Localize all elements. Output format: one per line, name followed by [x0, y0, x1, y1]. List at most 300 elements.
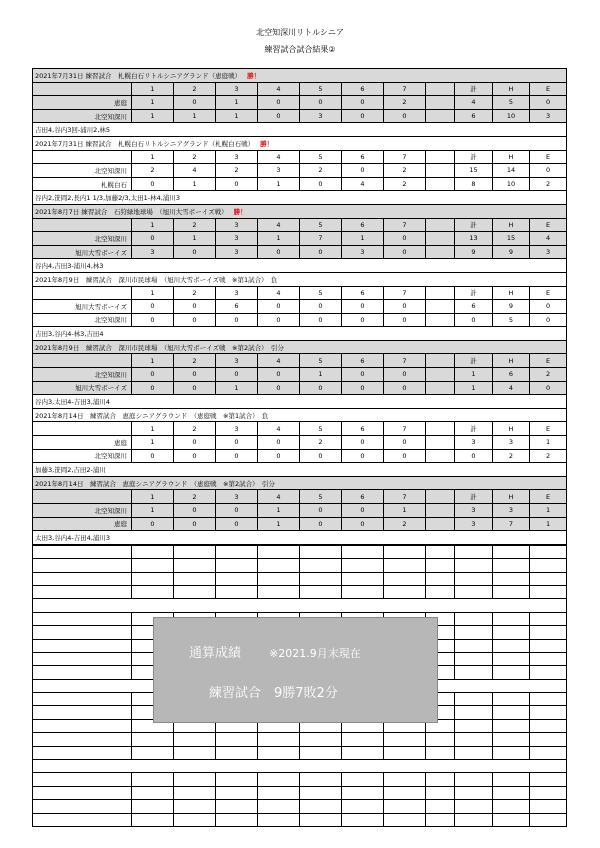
inning-score: 0: [174, 381, 216, 395]
blank-cell: [493, 585, 530, 598]
column-header: 7: [384, 218, 426, 232]
column-header: 4: [258, 422, 300, 436]
blank-cell: [33, 746, 132, 759]
summary-label: 通算成績: [189, 646, 242, 661]
blank-cell: [384, 800, 426, 813]
column-header: 2: [174, 422, 216, 436]
inning-score: 1: [384, 504, 426, 518]
column-header: H: [493, 218, 530, 232]
blank-cell: [216, 746, 258, 759]
column-header: 計: [455, 490, 493, 504]
inning-score: 0: [300, 177, 342, 191]
inning-score: 0: [258, 245, 300, 259]
column-header: [33, 286, 132, 300]
blank-cell: [493, 813, 530, 826]
blank-cell: [33, 706, 132, 719]
blank-cell: [300, 559, 342, 572]
inning-score: 0: [342, 313, 384, 327]
inning-score: 0: [384, 313, 426, 327]
inning-score: 0: [258, 109, 300, 123]
inning-score: 0: [258, 96, 300, 110]
blank-row: [33, 786, 567, 799]
blank-cell: [216, 813, 258, 826]
blank-cell: [455, 545, 493, 558]
blank-cell: [33, 585, 132, 598]
inning-score: 0: [342, 517, 384, 531]
errors: 1: [530, 517, 567, 531]
blank-row: [33, 572, 567, 585]
hits: 3: [493, 504, 530, 518]
inning-score: 0: [216, 436, 258, 450]
inning-score: 0: [300, 381, 342, 395]
inning-score: 0: [132, 300, 174, 314]
inning-score: 0: [216, 517, 258, 531]
column-header: 3: [216, 82, 258, 96]
blank-cell: [132, 800, 174, 813]
spacer-cell: [426, 245, 455, 259]
blank-cell: [384, 572, 426, 585]
column-header: 6: [342, 354, 384, 368]
column-header: H: [493, 354, 530, 368]
blank-cell: [426, 800, 455, 813]
inning-score: 0: [300, 449, 342, 463]
results-table: [32, 68, 567, 545]
pitcher-notes-row: [33, 395, 567, 409]
inning-header-row: [33, 422, 567, 436]
errors: 4: [530, 232, 567, 246]
blank-cell: [33, 760, 567, 773]
column-header: [33, 82, 132, 96]
column-header: H: [493, 286, 530, 300]
blank-cell: [258, 545, 300, 558]
blank-cell: [455, 572, 493, 585]
column-header: 4: [258, 490, 300, 504]
inning-score: 3: [216, 232, 258, 246]
total-runs: 0: [455, 313, 493, 327]
total-runs: 13: [455, 232, 493, 246]
team-row: [33, 245, 567, 259]
blank-cell: [33, 693, 132, 706]
inning-score: 3: [132, 245, 174, 259]
blank-cell: [258, 746, 300, 759]
game-header: [33, 408, 567, 422]
blank-cell: [493, 800, 530, 813]
inning-score: 0: [216, 177, 258, 191]
inning-score: 0: [174, 300, 216, 314]
inning-score: 0: [132, 517, 174, 531]
inning-score: 1: [342, 232, 384, 246]
inning-score: 0: [342, 109, 384, 123]
errors: 2: [530, 177, 567, 191]
inning-score: 2: [384, 517, 426, 531]
total-runs: 8: [455, 177, 493, 191]
inning-score: 1: [132, 109, 174, 123]
blank-cell: [493, 733, 530, 746]
game-header: [33, 272, 567, 286]
blank-cell: [530, 612, 567, 625]
total-runs: 6: [455, 109, 493, 123]
game-title: 2021年8月14日 練習試合 恵庭シニアグラウンド （恵庭戦 ※第1試合） 負: [35, 411, 269, 420]
game-title: 2021年7月31日 練習試合 札幌白石リトルシニアグランド（恵庭戦）: [35, 71, 242, 80]
blank-cell: [132, 733, 174, 746]
inning-score: 0: [342, 300, 384, 314]
inning-score: 0: [342, 504, 384, 518]
blank-cell: [455, 746, 493, 759]
blank-cell: [132, 813, 174, 826]
blank-cell: [174, 733, 216, 746]
blank-cell: [300, 545, 342, 558]
inning-score: 0: [342, 164, 384, 178]
inning-score: 0: [384, 368, 426, 382]
blank-cell: [530, 706, 567, 719]
inning-score: 0: [216, 449, 258, 463]
game-result: 勝！: [233, 207, 247, 216]
total-runs: 3: [455, 517, 493, 531]
inning-score: 0: [216, 504, 258, 518]
column-header: 1: [132, 286, 174, 300]
team-name: 北空知深川: [33, 109, 132, 123]
inning-score: 2: [384, 164, 426, 178]
team-name: 北空知深川: [33, 368, 132, 382]
inning-score: 3: [300, 109, 342, 123]
blank-cell: [493, 719, 530, 732]
spacer-cell: [426, 449, 455, 463]
blank-cell: [426, 786, 455, 799]
document-title: 北空知深川リトルシニア: [256, 28, 344, 37]
blank-cell: [342, 545, 384, 558]
column-header: 2: [174, 218, 216, 232]
column-header: 4: [258, 82, 300, 96]
game-header-row: [33, 272, 567, 286]
blank-cell: [342, 813, 384, 826]
blank-cell: [530, 559, 567, 572]
blank-cell: [384, 773, 426, 786]
inning-score: 0: [384, 381, 426, 395]
spacer-cell: [426, 504, 455, 518]
blank-cell: [258, 786, 300, 799]
errors: 3: [530, 245, 567, 259]
errors: 2: [530, 449, 567, 463]
blank-row: [33, 813, 567, 826]
blank-cell: [426, 746, 455, 759]
team-row: [33, 109, 567, 123]
column-header: 3: [216, 422, 258, 436]
column-header: 5: [300, 354, 342, 368]
inning-score: 1: [132, 96, 174, 110]
blank-cell: [493, 559, 530, 572]
blank-cell: [33, 599, 567, 612]
team-name: 恵庭: [33, 517, 132, 531]
inning-score: 2: [300, 436, 342, 450]
blank-cell: [33, 652, 132, 665]
column-header: E: [530, 82, 567, 96]
column-header: 1: [132, 422, 174, 436]
column-header: 7: [384, 150, 426, 164]
blank-cell: [455, 786, 493, 799]
total-runs: 1: [455, 381, 493, 395]
team-name: 旭川大雪ボーイズ: [33, 300, 132, 314]
game-header-row: [33, 69, 567, 83]
inning-score: 0: [342, 96, 384, 110]
blank-cell: [300, 733, 342, 746]
total-runs: 3: [455, 504, 493, 518]
inning-score: 0: [342, 381, 384, 395]
blank-cell: [216, 773, 258, 786]
hits: 6: [493, 368, 530, 382]
inning-score: 0: [384, 300, 426, 314]
column-header: 2: [174, 286, 216, 300]
column-header: 2: [174, 82, 216, 96]
errors: 0: [530, 381, 567, 395]
blank-cell: [426, 585, 455, 598]
game-header: [33, 476, 567, 490]
column-header: 2: [174, 490, 216, 504]
blank-row: [33, 733, 567, 746]
blank-cell: [300, 800, 342, 813]
blank-cell: [384, 813, 426, 826]
spacer-cell: [426, 300, 455, 314]
game-title: 2021年8月9日 練習試合 深川市民球場 （旭川大雪ボーイズ戦 ※第2試合） 引分: [35, 343, 284, 352]
errors: 0: [530, 96, 567, 110]
column-header: 2: [174, 150, 216, 164]
blank-cell: [174, 800, 216, 813]
inning-score: 1: [258, 504, 300, 518]
inning-score: 1: [258, 232, 300, 246]
column-header: 5: [300, 286, 342, 300]
pitcher-notes: 谷内2,笹岡2,長内1 1/3,加藤2/3,太田1-林4,浦川3: [33, 191, 567, 205]
inning-header-row: [33, 82, 567, 96]
game-title: 2021年8月14日 練習試合 恵庭シニアグラウンド （恵庭戦 ※第2試合） 引分: [35, 479, 275, 488]
inning-score: 0: [300, 313, 342, 327]
blank-cell: [455, 733, 493, 746]
inning-score: 0: [384, 109, 426, 123]
total-runs: 3: [455, 436, 493, 450]
inning-score: 0: [174, 517, 216, 531]
game-result: 勝！: [247, 71, 261, 80]
hits: 2: [493, 449, 530, 463]
blank-cell: [342, 773, 384, 786]
column-header: 3: [216, 150, 258, 164]
blank-row: [33, 800, 567, 813]
inning-header-row: [33, 354, 567, 368]
column-header: 計: [455, 354, 493, 368]
inning-score: 2: [216, 164, 258, 178]
team-name: 恵庭: [33, 96, 132, 110]
blank-cell: [455, 559, 493, 572]
hits: 7: [493, 517, 530, 531]
inning-score: 1: [216, 381, 258, 395]
blank-cell: [342, 572, 384, 585]
game-header-row: [33, 204, 567, 218]
blank-cell: [174, 572, 216, 585]
column-header: [426, 354, 455, 368]
blank-cell: [132, 786, 174, 799]
column-header: H: [493, 150, 530, 164]
blank-cell: [530, 786, 567, 799]
blank-cell: [216, 559, 258, 572]
blank-row: [33, 773, 567, 786]
document-subtitle: 練習試合試合結果②: [264, 45, 336, 54]
blank-cell: [216, 733, 258, 746]
blank-cell: [258, 773, 300, 786]
hits: 15: [493, 232, 530, 246]
blank-cell: [33, 666, 132, 679]
inning-score: 1: [216, 96, 258, 110]
pitcher-notes-row: [33, 259, 567, 273]
column-header: 7: [384, 490, 426, 504]
column-header: 1: [132, 150, 174, 164]
game-header-row: [33, 476, 567, 490]
inning-score: 0: [216, 313, 258, 327]
inning-score: 0: [258, 381, 300, 395]
column-header: 2: [174, 354, 216, 368]
inning-score: 0: [384, 449, 426, 463]
column-header: 4: [258, 286, 300, 300]
inning-score: 1: [300, 368, 342, 382]
blank-cell: [530, 773, 567, 786]
team-row: [33, 517, 567, 531]
column-header: H: [493, 490, 530, 504]
hits: 14: [493, 164, 530, 178]
column-header: 計: [455, 82, 493, 96]
inning-header-row: [33, 218, 567, 232]
blank-cell: [33, 612, 132, 625]
spacer-cell: [426, 381, 455, 395]
team-row: [33, 232, 567, 246]
hits: 9: [493, 300, 530, 314]
column-header: 6: [342, 150, 384, 164]
game-header: [33, 204, 567, 218]
inning-score: 0: [258, 449, 300, 463]
errors: 2: [530, 368, 567, 382]
inning-score: 3: [258, 164, 300, 178]
blank-cell: [384, 585, 426, 598]
blank-cell: [258, 733, 300, 746]
pitcher-notes: 谷内3,太田4-吉田3,浦川4: [33, 395, 567, 409]
season-summary-box: [153, 617, 438, 723]
blank-cell: [530, 693, 567, 706]
total-runs: 0: [455, 449, 493, 463]
team-name: 旭川大雪ボーイズ: [33, 381, 132, 395]
blank-cell: [455, 666, 493, 679]
inning-score: 0: [132, 381, 174, 395]
column-header: E: [530, 422, 567, 436]
inning-score: 0: [384, 232, 426, 246]
blank-row: [33, 760, 567, 773]
pitcher-notes: 吉田3,谷内4-林3,吉田4: [33, 327, 567, 341]
team-name: 北空知深川: [33, 504, 132, 518]
inning-score: 0: [342, 368, 384, 382]
inning-header-row: [33, 490, 567, 504]
inning-score: 0: [174, 449, 216, 463]
blank-cell: [384, 733, 426, 746]
blank-cell: [258, 559, 300, 572]
column-header: [426, 218, 455, 232]
hits: 4: [493, 381, 530, 395]
blank-cell: [33, 559, 132, 572]
inning-score: 2: [300, 164, 342, 178]
hits: 5: [493, 313, 530, 327]
game-header: [33, 136, 567, 150]
column-header: H: [493, 422, 530, 436]
blank-cell: [174, 786, 216, 799]
team-row: [33, 177, 567, 191]
inning-score: 1: [132, 504, 174, 518]
hits: 10: [493, 109, 530, 123]
inning-score: 0: [174, 504, 216, 518]
blank-row: [33, 545, 567, 558]
team-row: [33, 449, 567, 463]
column-header: 3: [216, 354, 258, 368]
team-name: 札幌白石: [33, 177, 132, 191]
spacer-cell: [426, 517, 455, 531]
column-header: 計: [455, 218, 493, 232]
inning-score: 0: [132, 368, 174, 382]
blank-cell: [216, 572, 258, 585]
total-runs: 1: [455, 368, 493, 382]
column-header: [33, 150, 132, 164]
column-header: 5: [300, 422, 342, 436]
column-header: [426, 490, 455, 504]
hits: 10: [493, 177, 530, 191]
blank-cell: [174, 545, 216, 558]
blank-cell: [132, 545, 174, 558]
inning-score: 0: [300, 504, 342, 518]
blank-cell: [258, 800, 300, 813]
column-header: E: [530, 490, 567, 504]
inning-score: 0: [174, 245, 216, 259]
errors: 0: [530, 300, 567, 314]
column-header: [33, 354, 132, 368]
blank-cell: [258, 585, 300, 598]
blank-cell: [132, 746, 174, 759]
inning-score: 0: [174, 436, 216, 450]
column-header: 計: [455, 150, 493, 164]
blank-cell: [493, 746, 530, 759]
blank-cell: [493, 652, 530, 665]
pitcher-notes-row: [33, 191, 567, 205]
inning-header-row: [33, 150, 567, 164]
blank-cell: [530, 733, 567, 746]
inning-score: 0: [342, 449, 384, 463]
inning-score: 1: [174, 109, 216, 123]
blank-cell: [33, 733, 132, 746]
errors: 0: [530, 164, 567, 178]
blank-cell: [493, 545, 530, 558]
blank-cell: [174, 773, 216, 786]
column-header: 計: [455, 286, 493, 300]
blank-cell: [493, 639, 530, 652]
column-header: 6: [342, 490, 384, 504]
errors: 1: [530, 436, 567, 450]
pitcher-notes-row: [33, 327, 567, 341]
column-header: 3: [216, 286, 258, 300]
blank-cell: [300, 773, 342, 786]
blank-cell: [530, 666, 567, 679]
blank-cell: [216, 585, 258, 598]
column-header: 4: [258, 150, 300, 164]
blank-row: [33, 746, 567, 759]
game-header-row: [33, 408, 567, 422]
spacer-cell: [426, 368, 455, 382]
column-header: 6: [342, 286, 384, 300]
inning-score: 0: [216, 368, 258, 382]
blank-cell: [300, 572, 342, 585]
blank-cell: [300, 786, 342, 799]
blank-cell: [455, 773, 493, 786]
blank-cell: [426, 545, 455, 558]
inning-score: 0: [258, 313, 300, 327]
